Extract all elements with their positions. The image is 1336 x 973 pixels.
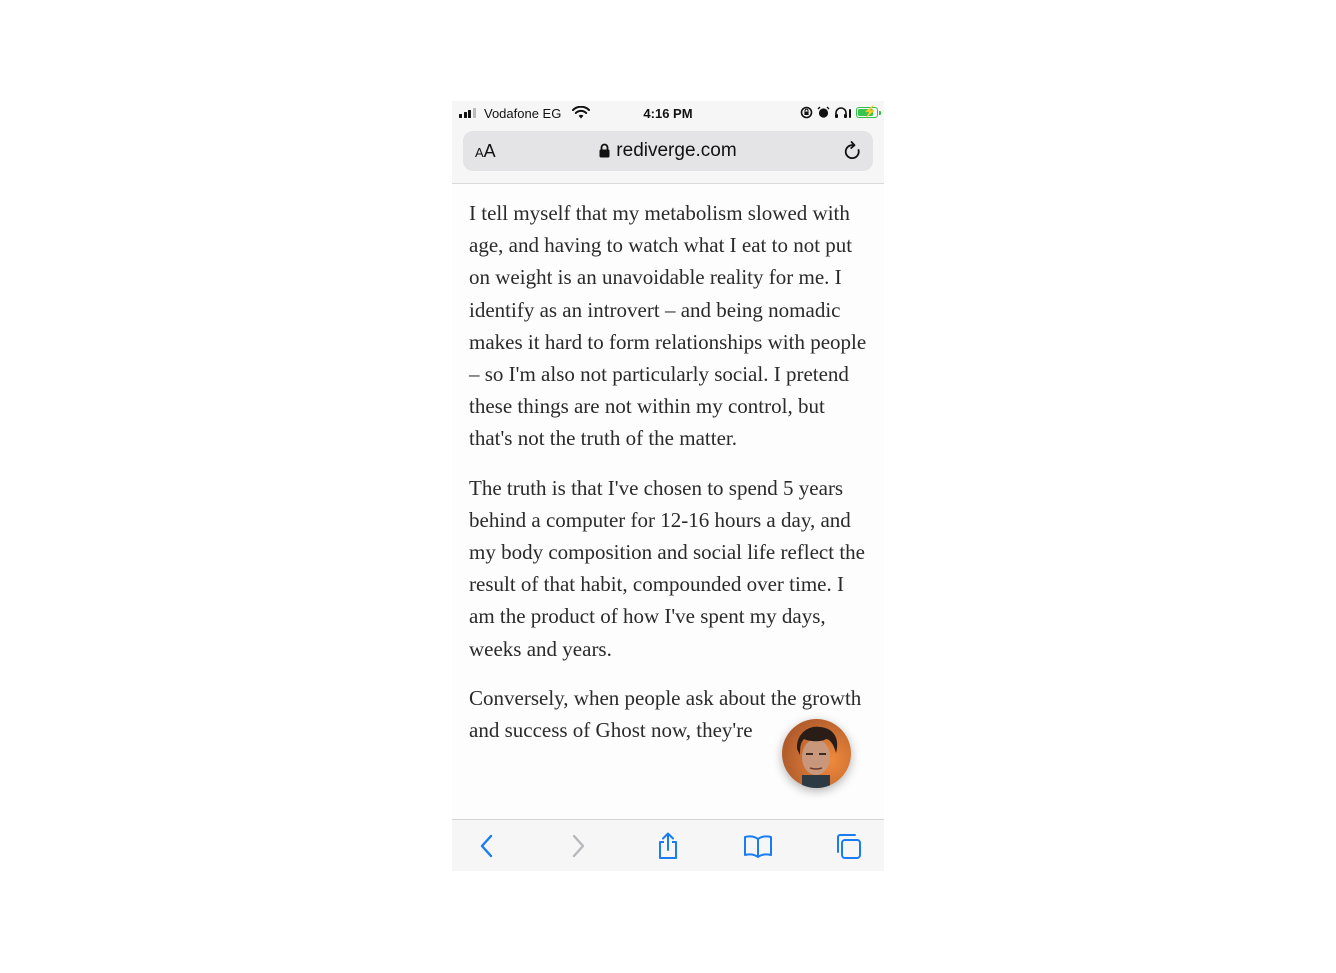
tabs-icon[interactable] — [834, 832, 864, 860]
status-icons — [800, 106, 878, 119]
share-icon[interactable] — [653, 832, 683, 860]
forward-icon[interactable] — [563, 832, 593, 860]
author-avatar[interactable] — [782, 719, 851, 788]
alarm-icon — [817, 106, 830, 119]
address-bar[interactable] — [463, 131, 873, 171]
headphones-icon — [834, 106, 852, 119]
bottom-toolbar — [452, 819, 884, 871]
lock-icon — [599, 143, 610, 158]
orientation-lock-icon — [800, 106, 813, 119]
carrier-name: Vodafone EG — [484, 106, 562, 121]
article-paragraph: The truth is that I've chosen to spend 5 years behind a computer for 12-16 hours a day, and my body composition and social life reflect the result of that habit, compounded over time. I am the product of how I've spent my days, weeks and years. — [469, 475, 865, 661]
status-bar — [452, 101, 884, 125]
reader-label-small: A — [475, 145, 484, 160]
bookmarks-icon[interactable] — [743, 832, 773, 860]
url-display[interactable] — [463, 140, 873, 162]
article-body — [469, 197, 869, 763]
reload-icon[interactable] — [843, 141, 863, 162]
article-paragraph: I tell myself that my metabolism slowed with age, and having to watch what I eat to not put on weight is an unavoidable reality for me. I identify as an introvert – and being nomadic makes it hard to form relationships with people – so I'm also not particularly social. I pretend these things are not within my control, but that's not the truth of the matter. — [469, 201, 867, 451]
address-area — [452, 125, 884, 184]
status-time: 4:16 PM — [643, 106, 693, 121]
safari-window — [452, 101, 884, 871]
url-text: rediverge.com — [616, 140, 737, 161]
back-icon[interactable] — [472, 832, 502, 860]
battery-charging-icon: ⚡ — [856, 107, 878, 118]
article-paragraph: Conversely, when people ask about the growth and success of Ghost now, they're — [469, 685, 862, 743]
reader-label-large: A — [483, 141, 496, 161]
